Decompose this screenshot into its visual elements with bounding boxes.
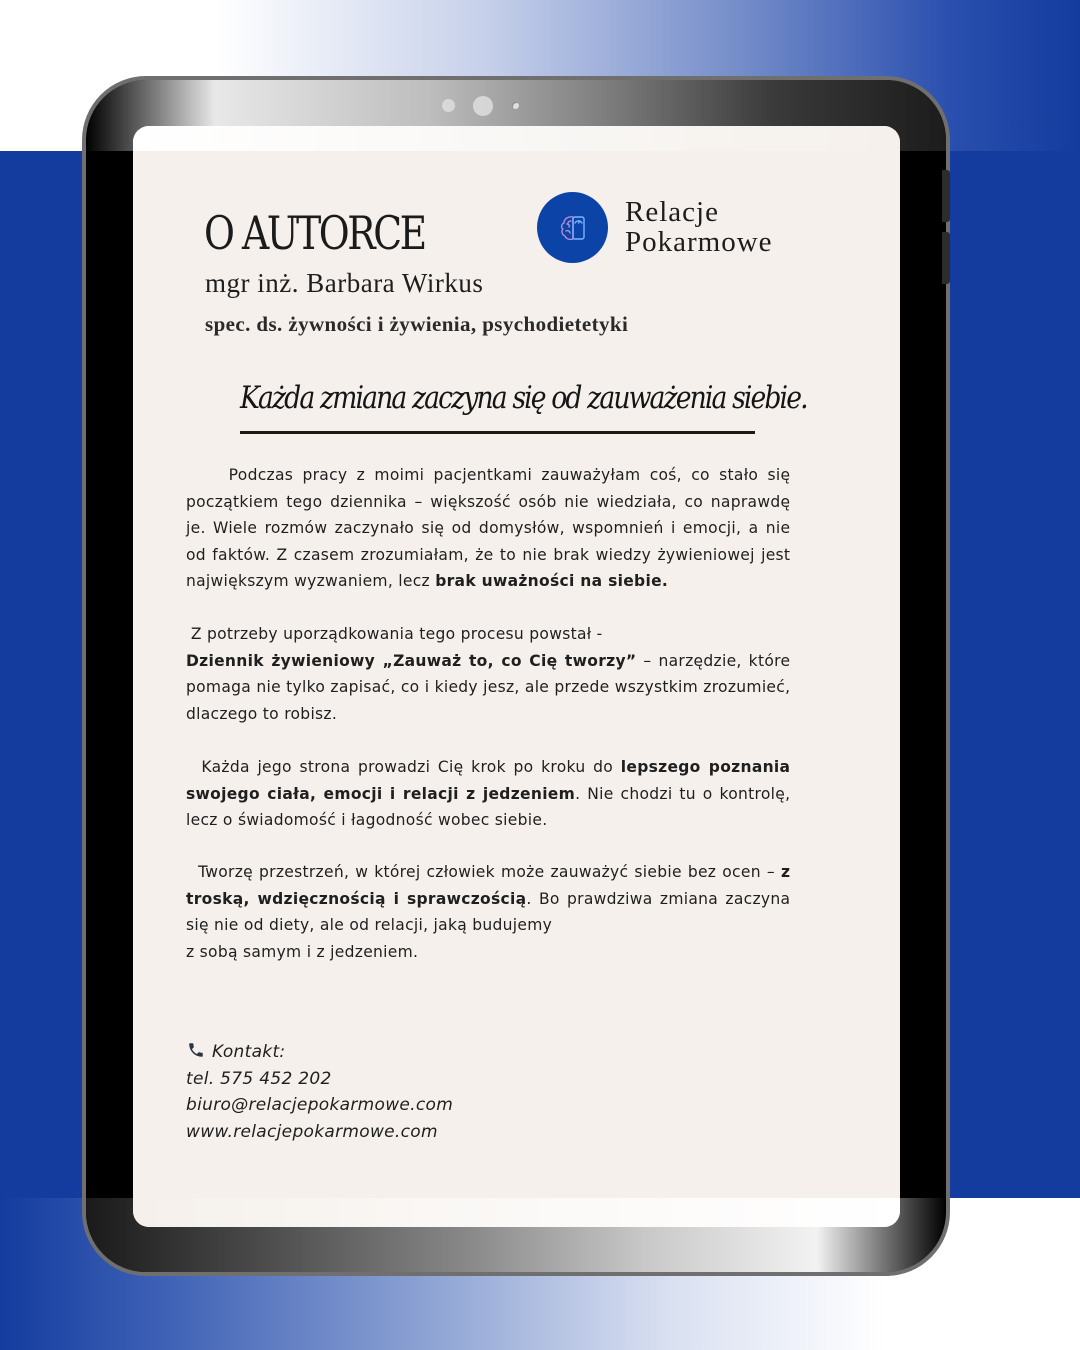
page-title: O AUTORCE — [204, 206, 425, 260]
contact-phone[interactable]: tel. 575 452 202 — [186, 1068, 332, 1089]
paragraph-text: Podczas pracy z moimi pacjentkami zauważyłam coś, co stało się początkiem tego dziennika – większość osób nie wiedziała, co naprawdę je. Wiele rozmów zaczynało się od domysłów, wspomnień i emocji, a nie od faktów. Z czasem zrozumiałam, że to nie brak wiedzy żywieniowej jest największym wyzwaniem, lecz — [186, 465, 791, 590]
paragraph-3 — [186, 754, 790, 834]
paragraph-text: Każda jego strona prowadzi Cię krok po kroku do — [201, 757, 621, 776]
tagline-quote: Każda zmiana zaczyna się od zauważenia siebie. — [240, 380, 807, 416]
brand-name-line-1: Relacje — [625, 196, 719, 228]
paragraph-text: – narzędzie, które pomaga nie tylko zapisać, co i kiedy jesz, ale przede wszystkim zrozumieć, dlaczego to robisz. — [186, 650, 791, 723]
brand-name — [625, 197, 773, 257]
paragraph-emphasis: lepszego poznania swojego ciała, emocji i relacji z jedzeniem — [186, 757, 791, 803]
brain-scale-icon — [558, 213, 588, 243]
contact-label: Kontakt: — [212, 1042, 286, 1062]
contact-block — [186, 1039, 453, 1145]
brand-logo — [537, 192, 608, 263]
brand-name-line-2: Pokarmowe — [625, 226, 773, 258]
paragraph-4 — [186, 859, 790, 965]
phone-icon — [186, 1041, 206, 1059]
paragraph-emphasis: z troską, wdzięcznością i sprawczością — [186, 862, 791, 908]
divider — [240, 431, 755, 434]
paragraph-text: Tworzę przestrzeń, w której człowiek może zauważyć siebie bez ocen – — [198, 862, 781, 881]
paragraph-2 — [186, 621, 790, 727]
contact-email-link[interactable]: biuro@relacjepokarmowe.com — [186, 1095, 454, 1115]
paragraph-1 — [186, 462, 790, 595]
contact-label-row — [186, 1039, 453, 1066]
paragraph-intro: Z potrzeby uporządkowania tego procesu powstał - — [190, 624, 603, 643]
paragraph-text: . Nie chodzi tu o kontrolę, lecz o świadomość i łagodność wobec siebie. — [186, 783, 791, 829]
contact-website-link[interactable]: www.relacjepokarmowe.com — [186, 1121, 438, 1142]
paragraph-emphasis: brak uważności na siebie. — [435, 571, 669, 590]
author-specialty: spec. ds. żywności i żywienia, psychodietetyki — [205, 312, 629, 336]
author-name: mgr inż. Barbara Wirkus — [205, 268, 484, 298]
paragraph-text: . Bo prawdziwa zmiana zaczyna się nie od diety, ale od relacji, jaką budujemy — [186, 888, 791, 934]
paragraph-last-line: z sobą samym i z jedzeniem. — [186, 941, 419, 961]
journal-title: Dziennik żywieniowy „Zauważ to, co Cię tworzy” — [186, 650, 637, 670]
